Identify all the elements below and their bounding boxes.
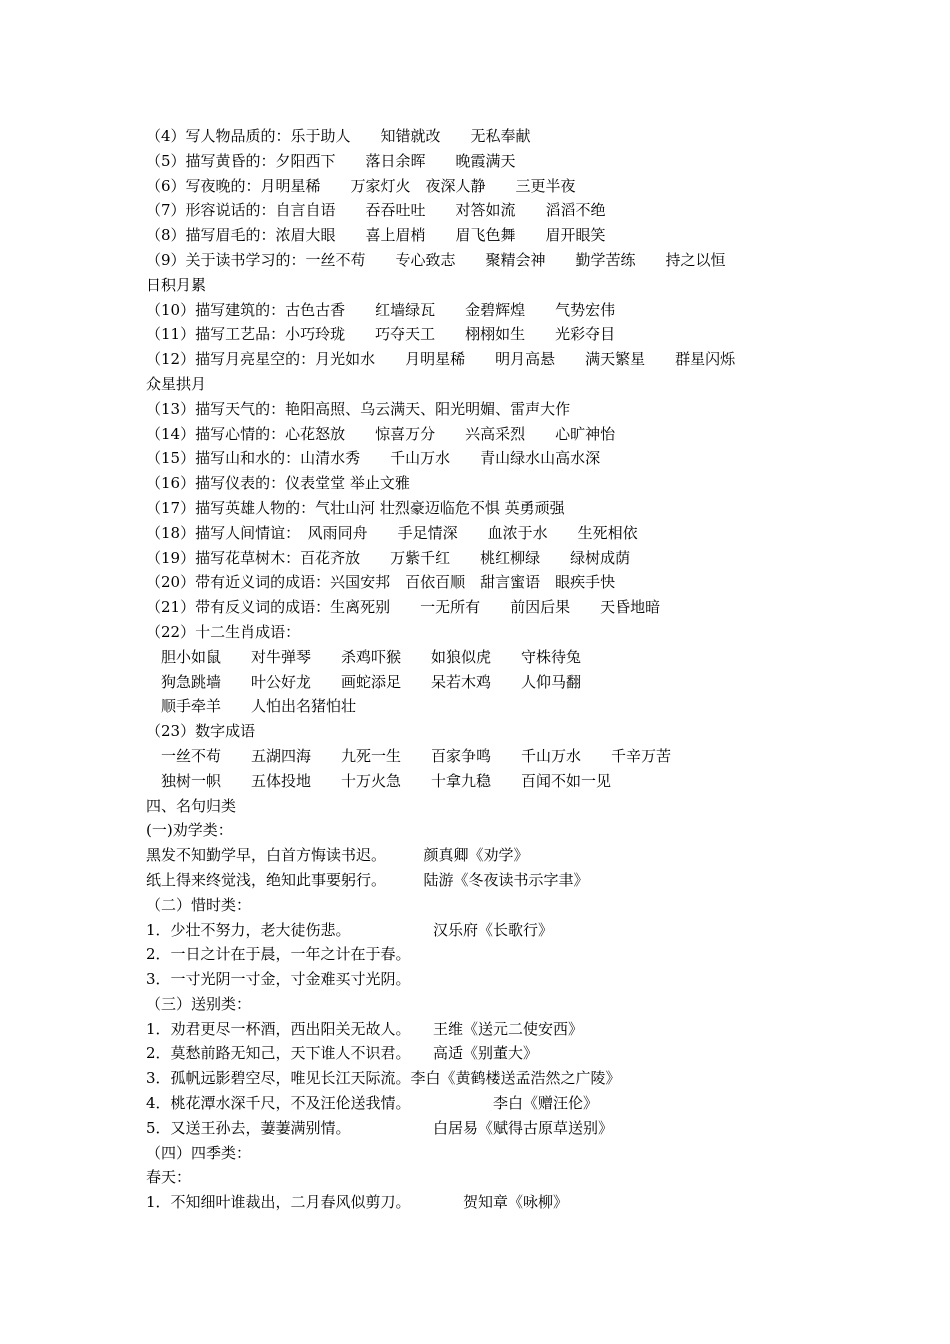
text-line: 1．少壮不努力，老大徒伤悲。 汉乐府《长歌行》: [146, 920, 554, 939]
text-line: （8）描写眉毛的：浓眉大眼 喜上眉梢 眉飞色舞 眉开眼笑: [146, 226, 606, 245]
text-line: 1．劝君更尽一杯酒，西出阳关无故人。 王维《送元二使安西》: [146, 1019, 584, 1038]
text-line: 3．孤帆远影碧空尽，唯见长江天际流。李白《黄鹤楼送孟浩然之广陵》: [146, 1069, 621, 1088]
text-line: 黑发不知勤学早，白首方悔读书迟。 颜真卿《劝学》: [146, 846, 529, 865]
text-line: （16）描写仪表的：仪表堂堂 举止文雅: [146, 474, 410, 493]
text-line: （18）描写人间情谊： 风雨同舟 手足情深 血浓于水 生死相依: [146, 523, 638, 542]
text-line: 5．又送王孙去，萋萋满别情。 白居易《赋得古原草送别》: [146, 1118, 614, 1137]
text-line: 独树一帜 五体投地 十万火急 十拿九稳 百闻不如一见: [146, 771, 612, 790]
text-line: 2．一日之计在于晨，一年之计在于春。: [146, 945, 411, 964]
text-line: （17）描写英雄人物的：气壮山河 壮烈豪迈临危不惧 英勇顽强: [146, 498, 565, 517]
text-line: （12）描写月亮星空的：月光如水 月明星稀 明月高悬 满天繁星 群星闪烁: [146, 350, 736, 369]
text-line: （19）描写花草树木：百花齐放 万紫千红 桃红柳绿 绿树成荫: [146, 548, 631, 567]
text-line: 1．不知细叶谁裁出，二月春风似剪刀。 贺知章《咏柳》: [146, 1193, 569, 1212]
text-line: （9）关于读书学习的：一丝不苟 专心致志 聚精会神 勤学苦练 持之以恒: [146, 250, 726, 269]
text-line: 3．一寸光阴一寸金，寸金难买寸光阴。: [146, 970, 411, 989]
text-line: 2．莫愁前路无知己，天下谁人不识君。 高适《别董大》: [146, 1044, 539, 1063]
text-line: 纸上得来终觉浅，绝知此事要躬行。 陆游《冬夜读书示字聿》: [146, 870, 589, 889]
text-line: 狗急跳墙 叶公好龙 画蛇添足 呆若木鸡 人仰马翻: [146, 672, 582, 691]
text-line: 4．桃花潭水深千尺，不及汪伦送我情。 李白《赠汪伦》: [146, 1094, 599, 1113]
text-line: （15）描写山和水的：山清水秀 千山万水 青山绿水山高水深: [146, 449, 601, 468]
text-line: （22）十二生肖成语：: [146, 622, 301, 641]
text-line: (一)劝学类：: [146, 821, 233, 840]
text-line: （5）描写黄昏的：夕阳西下 落日余晖 晚霞满天: [146, 151, 516, 170]
text-line: （11）描写工艺品：小巧玲珑 巧夺天工 栩栩如生 光彩夺目: [146, 325, 616, 344]
text-line: （7）形容说话的：自言自语 吞吞吐吐 对答如流 滔滔不绝: [146, 201, 606, 220]
text-line: （21）带有反义词的成语：生离死别 一无所有 前因后果 天昏地暗: [146, 598, 661, 617]
text-line: 一丝不苟 五湖四海 九死一生 百家争鸣 千山万水 千辛万苦: [146, 746, 672, 765]
document-body: [146, 124, 846, 1215]
text-line: （4）写人物品质的：乐于助人 知错就改 无私奉献: [146, 127, 531, 145]
text-line: 胆小如鼠 对牛弹琴 杀鸡吓猴 如狼似虎 守株待兔: [146, 647, 582, 666]
text-line: （6）写夜晚的：月明星稀 万家灯火 夜深人静 三更半夜: [146, 176, 576, 195]
text-line: （四）四季类：: [146, 1143, 252, 1162]
text-line: （23）数字成语: [146, 722, 256, 741]
text-line: （10）描写建筑的：古色古香 红墙绿瓦 金碧辉煌 气势宏伟: [146, 300, 616, 319]
text-line: （13）描写天气的：艳阳高照、乌云满天、阳光明媚、雷声大作: [146, 399, 571, 418]
text-line: （14）描写心情的：心花怒放 惊喜万分 兴高采烈 心旷神怡: [146, 424, 616, 443]
text-line: （三）送别类：: [146, 994, 252, 1013]
text-line: 顺手牵羊 人怕出名猪怕壮: [146, 697, 357, 716]
text-line: 众星拱月: [146, 374, 207, 393]
text-line: 日积月累: [146, 275, 207, 294]
text-line: （20）带有近义词的成语：兴国安邦 百依百顺 甜言蜜语 眼疾手快: [146, 573, 616, 592]
text-line: 春天：: [146, 1168, 192, 1187]
text-line: 四、名句归类: [146, 796, 237, 815]
text-line: （二）惜时类：: [146, 895, 252, 914]
